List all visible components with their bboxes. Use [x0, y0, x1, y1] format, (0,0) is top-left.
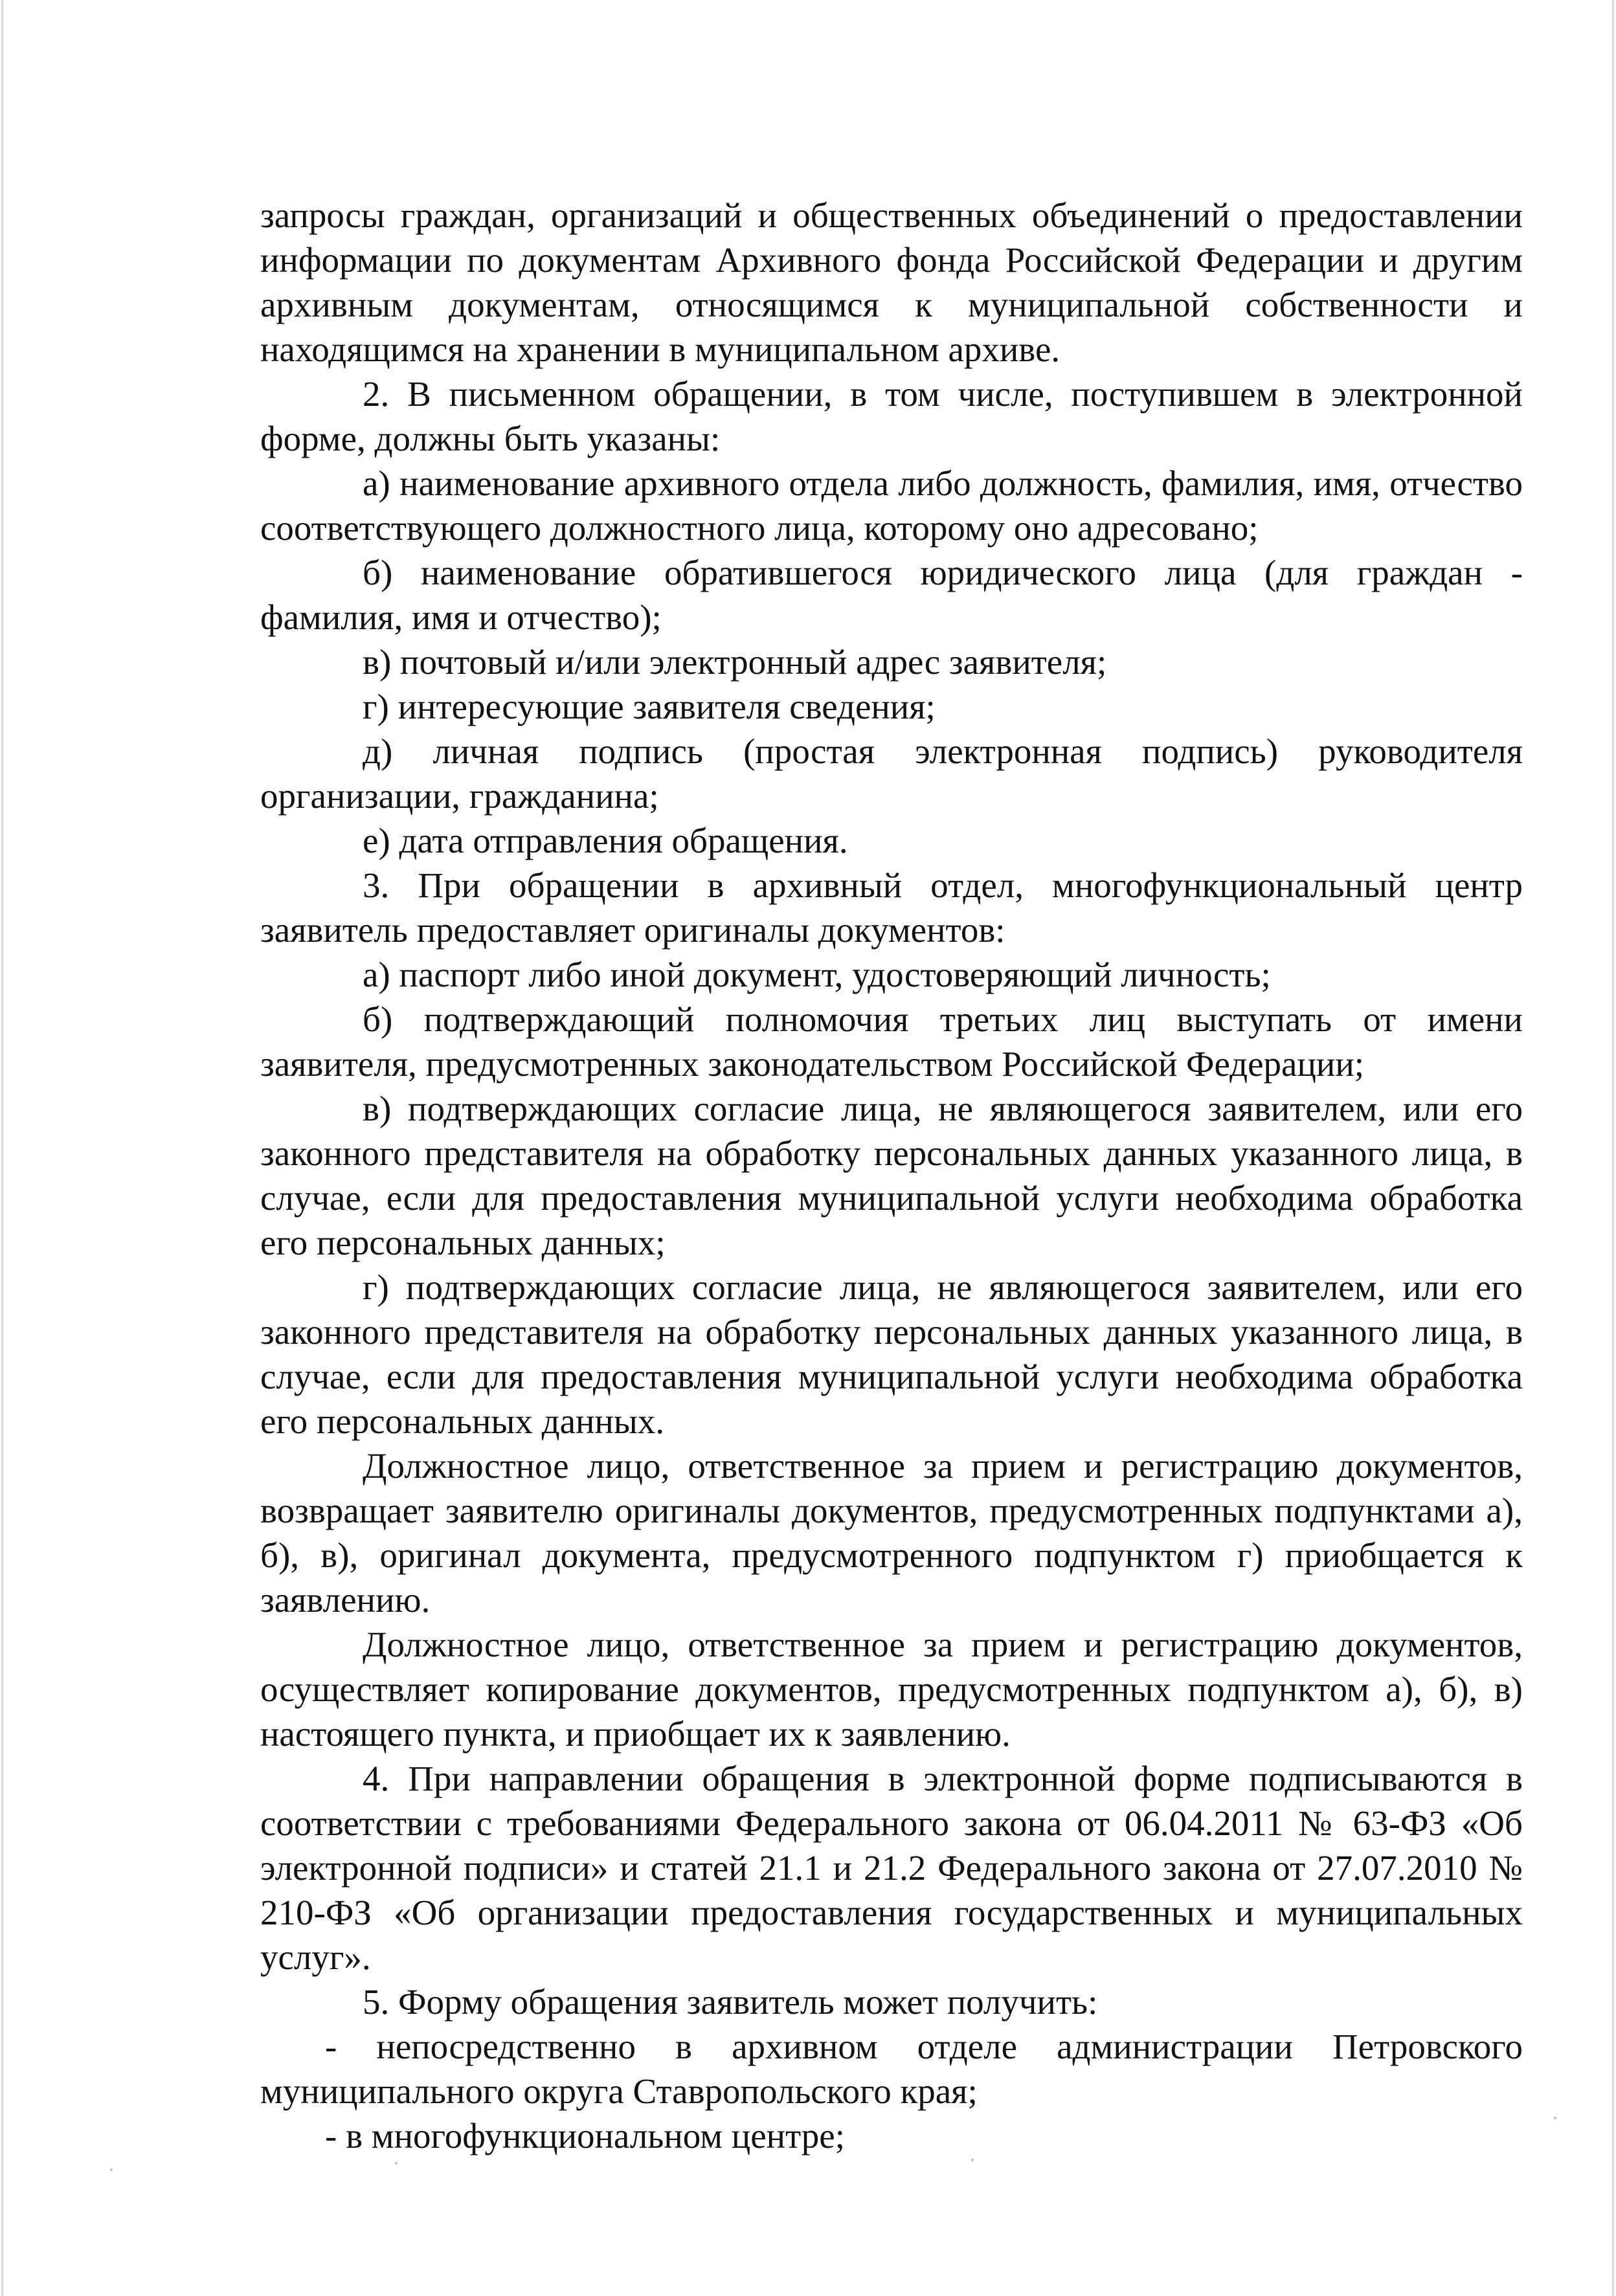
paragraph-official-returns: Должностное лицо, ответственное за прием и регистрацию документов, возвращает заявителю оригиналы документов, предусмотренных подпунктами а), б), в), оригинал документа, предусмотренного подпунктом г) приобщается к заявлению.: [260, 1446, 1523, 1620]
paragraph-item-5-archive: - непосредственно в архивном отделе администрации Петровского муниципального округа Ставропольского края;: [260, 2027, 1523, 2111]
paragraph-official-copies: Должностное лицо, ответственное за прием и регистрацию документов, осуществляет копирование документов, предусмотренных подпунктом а), б), в) настоящего пункта, и приобщает их к заявлению.: [260, 1625, 1523, 1754]
paragraph-item-3-a: а) паспорт либо иной документ, удостоверяющий личность;: [363, 955, 1271, 994]
paragraph-subitem-g: г) интересующие заявителя сведения;: [363, 687, 936, 726]
scan-edge-left: [1, 0, 3, 2296]
paragraph-item-3: 3. При обращении в архивный отдел, многофункциональный центр заявитель предоставляет оригиналы документов:: [260, 865, 1523, 950]
scan-speck: [395, 2162, 398, 2165]
paragraph-item-4: 4. При направлении обращения в электронной форме подписываются в соответствии с требованиями Федерального закона от 06.04.2011 № 63-ФЗ «Об электронной подписи» и статей 21.1 и 21.2 Федерального закона от 27.07.2010 № 210-ФЗ «Об организации предоставления государственных и муниципальных услуг».: [260, 1759, 1523, 1977]
paragraph-item-5-mfc: - в многофункциональном центре;: [325, 2116, 845, 2156]
paragraph-item-5: 5. Форму обращения заявитель может получить:: [363, 1982, 1098, 2022]
scan-speck: [1554, 2117, 1556, 2119]
paragraph-item-3-g: г) подтверждающих согласие лица, не являющегося заявителем, или его законного представителя на обработку персональных данных указанного лица, в случае, если для предоставления муниципальной услуги необходима обработка его персональных данных.: [260, 1267, 1523, 1441]
paragraph-subitem-v: в) почтовый и/или электронный адрес заявителя;: [363, 642, 1107, 682]
paragraph-item-3-b: б) подтверждающий полномочия третьих лиц выступать от имени заявителя, предусмотренных законодательством Российской Федерации;: [260, 999, 1523, 1084]
paragraph-intro-continued: запросы граждан, организаций и общественных объединений о предоставлении информации по документам Архивного фонда Российской Федерации и другим архивным документам, относящимся к муниципальной собственности и находящимся на хранении в муниципальном архиве.: [260, 195, 1523, 369]
scan-speck: [110, 2168, 113, 2171]
paragraph-subitem-b: б) наименование обратившегося юридического лица (для граждан - фамилия, имя и отчество);: [260, 553, 1523, 637]
scan-edge-right: [1612, 0, 1614, 2296]
paragraph-item-3-v: в) подтверждающих согласие лица, не являющегося заявителем, или его законного представителя на обработку персональных данных указанного лица, в случае, если для предоставления муниципальной услуги необходима обработка его персональных данных;: [260, 1089, 1523, 1262]
scan-speck: [971, 2159, 974, 2161]
paragraph-item-2: 2. В письменном обращении, в том числе, поступившем в электронной форме, должны быть указаны:: [260, 374, 1523, 458]
document-body: [260, 193, 1523, 2158]
paragraph-subitem-e: е) дата отправления обращения.: [363, 821, 848, 860]
paragraph-subitem-a: а) наименование архивного отдела либо должность, фамилия, имя, отчество соответствующего должностного лица, которому оно адресовано;: [260, 463, 1523, 548]
paragraph-subitem-d: д) личная подпись (простая электронная подпись) руководителя организации, гражданина;: [260, 731, 1523, 816]
